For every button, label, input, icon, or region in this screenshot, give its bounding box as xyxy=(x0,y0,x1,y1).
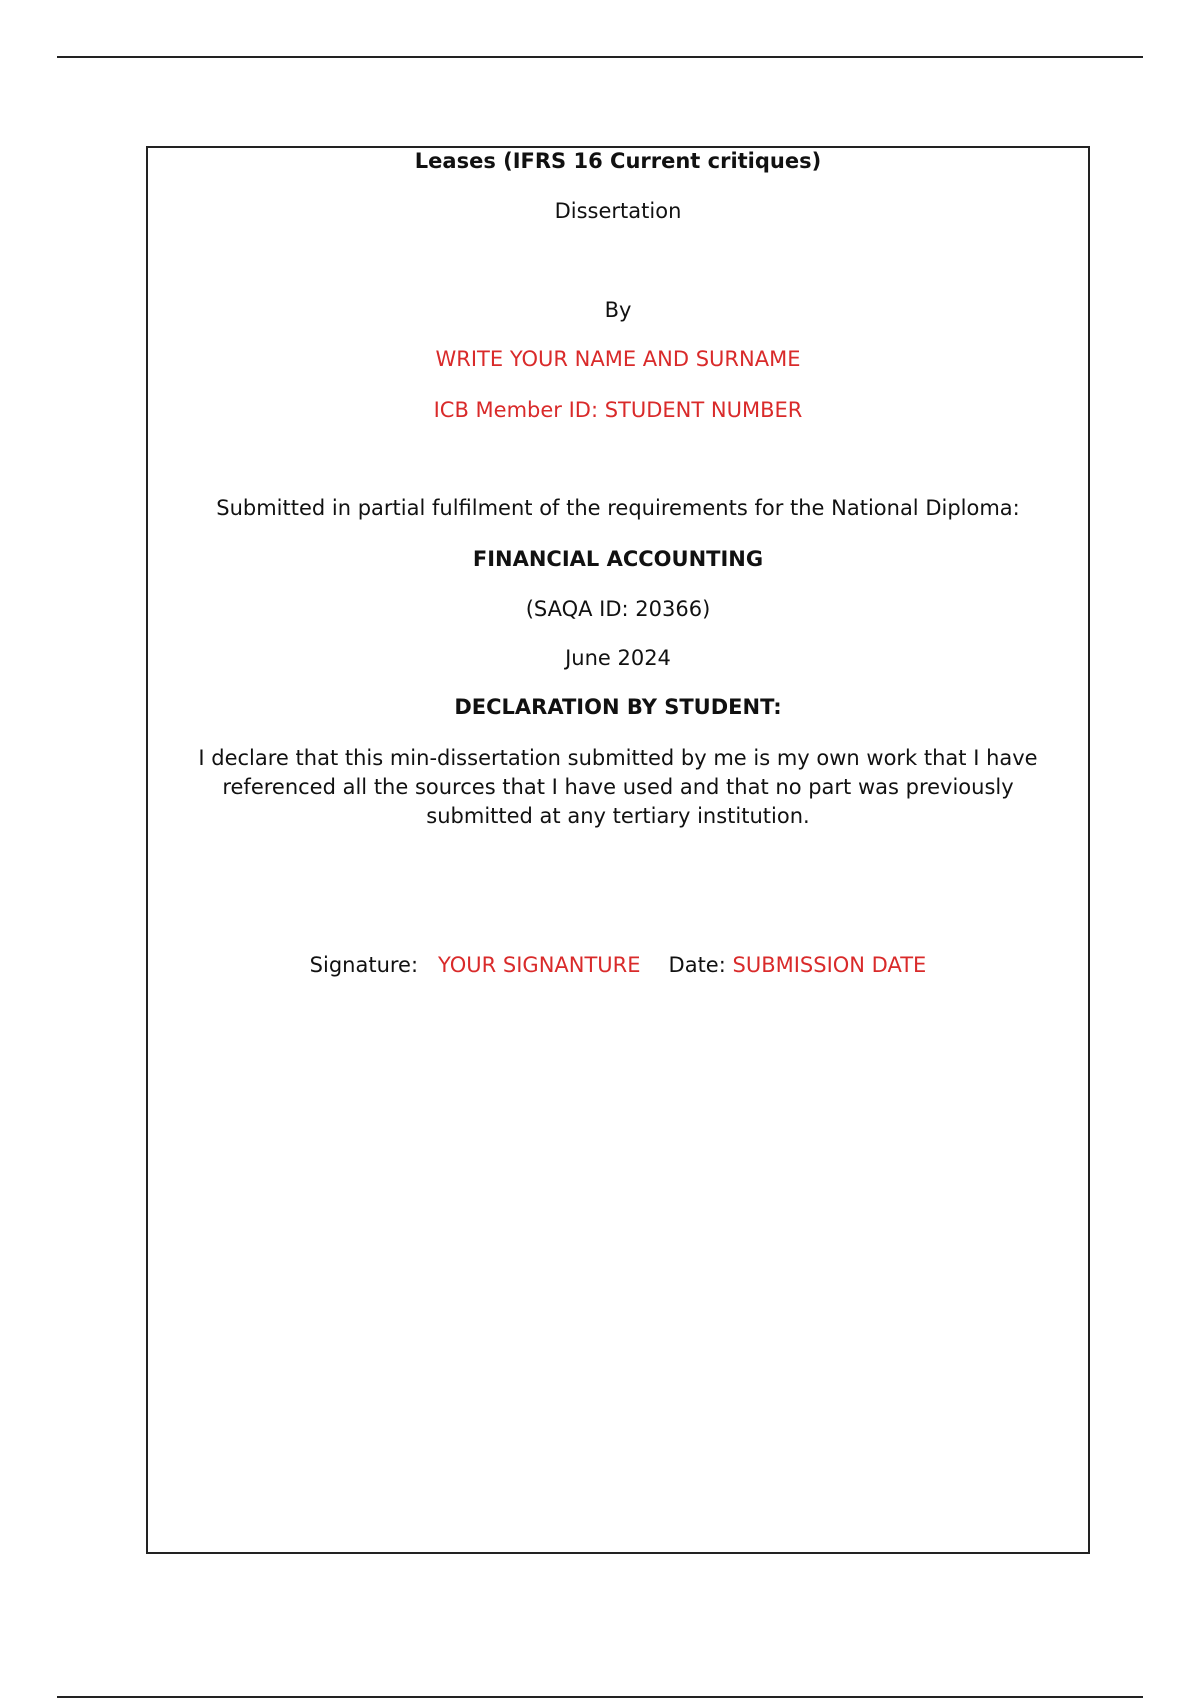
member-id-placeholder: ICB Member ID: STUDENT NUMBER xyxy=(433,398,803,422)
signature-placeholder: YOUR SIGNANTURE xyxy=(438,953,641,977)
author-name-placeholder: WRITE YOUR NAME AND SURNAME xyxy=(435,347,801,371)
declaration-text: I declare that this min-dissertation submitted by me is my own work that I have referenced all the sources that I have used and that no part was previously submitted at any tertiary institution. xyxy=(198,746,1038,828)
cover-page-frame xyxy=(146,146,1090,1554)
signature-row xyxy=(148,952,1088,978)
header-rule xyxy=(57,56,1143,58)
footer-rule xyxy=(57,1696,1143,1698)
submission-month: June 2024 xyxy=(565,646,671,670)
saqa-id: (SAQA ID: 20366) xyxy=(525,597,711,621)
document-type: Dissertation xyxy=(554,199,682,223)
submission-statement: Submitted in partial fulfilment of the requirements for the National Diploma: xyxy=(216,496,1020,520)
date-label: Date: xyxy=(668,953,726,977)
date-placeholder: SUBMISSION DATE xyxy=(732,953,927,977)
qualification-name: FINANCIAL ACCOUNTING xyxy=(472,547,764,571)
by-label: By xyxy=(604,298,632,322)
declaration-heading: DECLARATION BY STUDENT: xyxy=(454,695,782,719)
signature-label: Signature: xyxy=(309,953,419,977)
document-title: Leases (IFRS 16 Current critiques) xyxy=(414,149,822,173)
